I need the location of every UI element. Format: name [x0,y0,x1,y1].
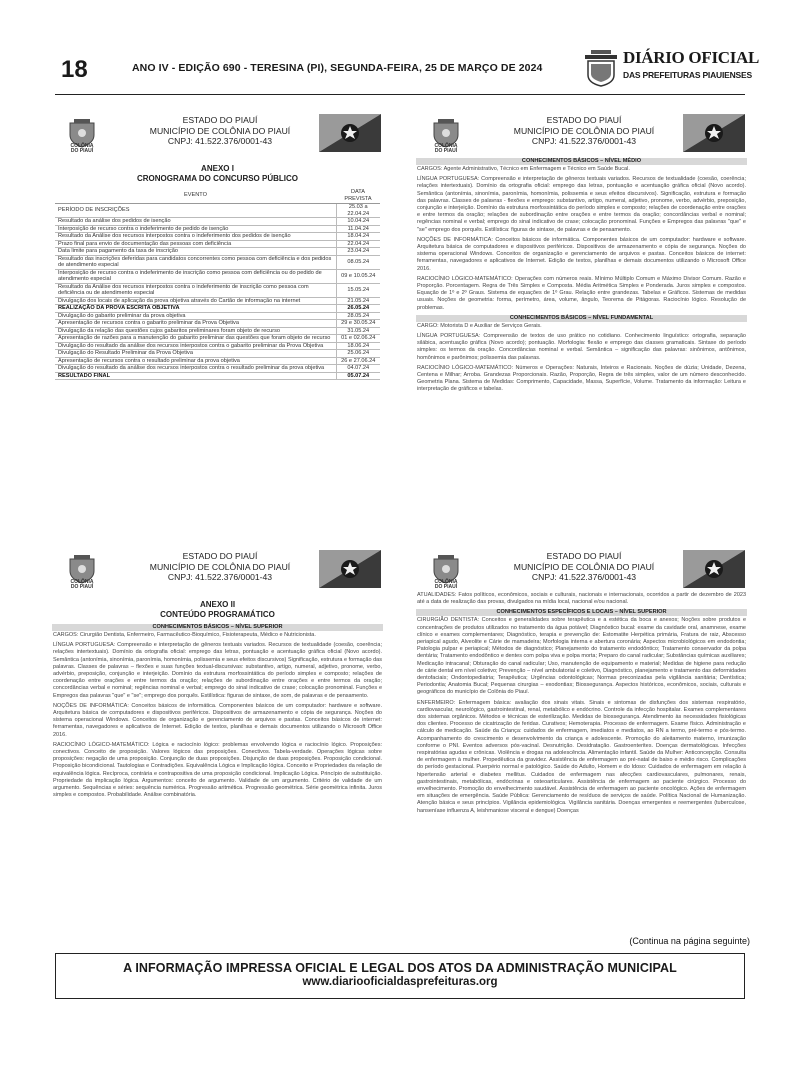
date-cell: 04.07.24 [336,365,380,373]
annex-i-title: ANEXO I [201,164,234,173]
event-cell: Divulgação do resultado da análise dos recursos interpostos contra o gabarito preliminar da Prova Objetiva [55,342,336,350]
crest-label: COLÔNIA DO PIAUÍ [434,143,458,154]
event-cell: Resultado da Análise dos recursos interpostos contra o indeferimento dos pedidos de isenção [55,233,336,241]
event-cell: Resultado da Análise dos recursos interpostos contra o indeferimento de inscrição como pessoa com deficiência ou de atendimento especial [55,283,336,297]
date-cell: 26.05.24 [336,305,380,313]
annex-i-panel [50,112,385,500]
state-flag-icon [683,550,745,588]
table-row [55,240,380,248]
section-heading-especificos: CONHECIMENTOS ESPECÍFICOS E LOCAIS – NÍVEL SUPERIOR [416,609,747,616]
lingua-portuguesa-medio: LÍNGUA PORTUGUESA: Compreensão e interpretação de gêneros textuais variados. Recursos de textualidade (coesão, coerência; relações intertextuais). Domínio da ortografia oficial: emprego das letras, pontuação e acentuação gráfica oficial (Novo acordo). Semântica (antonímia, sinonímia, paronímia, homonímia, polissemia e seus efeitos discursivos). Significação, estrutura e formação das palavras. Classes de palavras - flexões e emprego: substantivo, artigo, numeral, adjetivo, pronome, verbo, advérbio, preposição, conjunção e interjeição. Domínio da estrutura morfossintática do período simples e composto; relações de coordenação entre orações e entre termos da oração; relações de subordinação entre orações e entre termos da oração; concordâncias verbal e nominal; regências nominal e verbal; emprego do sinal indicativo de crase; colocação pronominal. Funções e Empregos das palavras "que" e "se" emprego dos porquês. Estilística: figuras de sintaxe, de palavras e de pensamento. [417,176,746,233]
lingua-portuguesa-fundamental: LÍNGUA PORTUGUESA: Compreensão de textos de uso prático no cotidiano. Conhecimento linguístico: ortografia, separação silábica, acentuação gráfica (Novo acordo); pontuação. Morfologia: flexão e emprego das classes gramaticais. Sintaxe do período simples: os termos da oração. Concordâncias nominal e verbal. Semântica – significação das palavras: sinônimos, antônimos, homônimos e parônimos; polissemia das palavras. [417,333,746,361]
section-heading-superior: CONHECIMENTOS BÁSICOS – NÍVEL SUPERIOR [52,624,383,631]
cargos-medio: CARGOS: Agente Administrativo, Técnico em Enfermagem e Técnico em Saúde Bucal. [417,166,630,172]
table-row [55,372,380,380]
date-column-header: DATA PREVISTA [336,188,380,204]
municipality-title: ESTADO DO PIAUÍ MUNICÍPIO DE COLÔNIA DO PIAUÍ CNPJ: 41.522.376/0001-43 [513,115,655,146]
table-row [55,365,380,373]
page-number: 18 [61,56,88,83]
date-cell: 22.04.24 [336,240,380,248]
crest-label: COLÔNIA DO PIAUÍ [434,579,458,590]
event-cell: Apresentação de recursos contra o gabarito preliminar da Prova Objetiva [55,320,336,328]
event-cell: Divulgação do resultado da análise dos recursos interpostos contra o resultado preliminar da prova objetiva [55,365,336,373]
table-row [55,350,380,358]
date-cell: 21.05.24 [336,297,380,305]
event-cell: PERÍODO DE INSCRIÇÕES [55,204,336,218]
date-cell: 01 e 02.06.24 [336,335,380,343]
table-row [55,225,380,233]
municipality-header [50,112,385,156]
event-column-header: EVENTO [55,188,336,204]
date-cell: 11.04.24 [336,225,380,233]
date-cell: 25.03 a 22.04.24 [336,204,380,218]
event-cell: Resultado da análise dos pedidos de isenção [55,218,336,226]
date-cell: 28.05.24 [336,312,380,320]
event-cell: RESULTADO FINAL [55,372,336,380]
table-row [55,283,380,297]
table-row [55,312,380,320]
medio-fundamental-panel [414,112,749,506]
state-flag-icon [319,114,381,152]
raciocinio-medio: RACIOCÍNIO LÓGICO-MATEMÁTICO: Operações com números reais. Mínimo Múltiplo Comum e Máximo Divisor Comum. Razão e Proporção. Porcentagem. Regra de Três Simples e Composta. Média Aritmética Simples e Ponderada. Juros simples e compostos. Equação de 1º e 2º Graus. Sistema de equações de 1º Grau. Relação entre grandezas. Tabelas e Gráficos. Sistemas de medidas usuais. Noções de geometria: forma, perímetro, área, volume, ângulo, Teorema de Pitágoras. Raciocínio lógico. Resolução de problemas. [417,275,746,311]
event-cell: Apresentação de recursos contra o resultado preliminar da prova objetiva [55,357,336,365]
table-row [55,269,380,283]
date-cell: 31.05.24 [336,327,380,335]
event-cell: Resultado das inscrições deferidas para candidatos concorrentes como pessoa com deficiência e dos pedidos de atendimento especial [55,255,336,269]
date-cell: 25.06.24 [336,350,380,358]
page-footer [55,953,745,999]
event-cell: Divulgação do Resultado Preliminar da Prova Objetiva [55,350,336,358]
date-cell: 29 e 30.05.24 [336,320,380,328]
raciocinio-fundamental: RACIOCÍNIO LÓGICO-MATEMÁTICO: Números e Operações: Naturais, Inteiros e Racionais. Noções de dúzia; Unidade, Dezena, Centena e Milhar; Arroba. Grandezas Proporcionais. Razão, Proporção, Regra de três simples, valor de um número desconhecido. Geometria Plana. Sistema de Medidas: Comprimento, Capacidade, Massa, Superfície, Volume. Tratamento da informação: Leitura e interpretação de gráficos e tabelas. [417,364,746,393]
event-cell: Interposição de recurso contra o indeferimento de inscrição como pessoa com deficiência ou do pedido de atendimento especial [55,269,336,283]
section-heading-medio: CONHECIMENTOS BÁSICOS – NÍVEL MÉDIO [416,158,747,165]
footer-slogan: A INFORMAÇÃO IMPRESSA OFICIAL E LEGAL DOS ATOS DA ADMINISTRAÇÃO MUNICIPAL [123,961,677,975]
table-row [55,204,380,218]
date-cell: 26 e 27.06.24 [336,357,380,365]
table-row [55,297,380,305]
logo-title: DIÁRIO OFICIAL [623,48,760,67]
table-row [55,342,380,350]
date-cell: 08.05.24 [336,255,380,269]
header-rule [55,94,745,95]
diario-oficial-logo [583,48,760,88]
cirurgiao-dentista: CIRURGIÃO DENTISTA: Conceitos e generalidades sobre terapêutica e a estética da boca e anexos; Noções sobre produtos e concentrações de produtos utilizados no tratamento da água potável; Diagnóstico bucal: exame da cavidade oral, anamnese, exame clínico e exames complementares; Diagnóstico, terapia e prevenção de: Estomatite Herpética primária, Fratura de raiz, Abscesso periapical agudo, Alveolite e Cárie de mamadeira; Morfologia interna e abertura coronária; Aspectos microbiológicos em endodontia; Patologia pulpar e periapical; Métodos de diagnóstico; Planejamento do tratamento endodôntico; Tratamento conservador da polpa dentária; Tratamento endodôntico e dentes com polpa viva e polpa morta; Preparo do canal radicular; Substâncias químicas auxiliares; Medicação intracanal; Obturação do canal radicular; Uso, manutenção de equipamento e material; Medidas de higiene para redução de cárie dental em nível coletivo; Prevenção – nível ambulatorial e coletivo, Diagnóstico, planejamento e tratamento das deformidades dentofaciais; Ondontopediatria; Terapêutica; Urgências odontológicas; Normas preconizadas pela vigilância sanitária; Dentística; Periodontia; Anatomia Bucal; Pequenas cirurgias – exodontias; Biossegurança. Aspectos históricos, econômicos, sociais, culturais e geográficos do município de Colônia do Piauí. [417,617,746,696]
table-row [55,327,380,335]
schedule-rows [55,204,380,380]
municipality-header [50,548,385,592]
table-row [55,357,380,365]
event-cell: Data limite para pagamento da taxa de inscrição [55,248,336,256]
annex-i-subtitle: CRONOGRAMA DO CONCURSO PÚBLICO [136,174,299,183]
page-header [55,48,760,92]
lingua-portuguesa-superior: LÍNGUA PORTUGUESA: Compreensão e interpretação de gêneros textuais variados. Recursos de textualidade (coesão, coerência; relações intertextuais). Domínio da ortografia oficial: emprego das letras, pontuação e acentuação gráfica oficial (Novo acordo). Semântica (antonímia, sinonímia, paronímia, homonímia, polissemia e seus efeitos discursivos) Significação, estrutura e formação das palavras. Classes de palavras – flexões e suas funções textual-discursivas: substantivo, artigo, numeral, adjetivo, pronome, verbo, advérbio, preposição, conjunção e interjeição. Domínio da estrutura morfossintática do período simples e composto; relações de coordenação entre orações e entre termos da oração; relações de subordinação entre orações e entre termos da oração; concordâncias verbal e nominal; regências nominal e verbal; emprego do sinal indicativo de crase; colocação pronominal. Funções e Empregos das palavras "que" e "se"; emprego dos porquês. Estilística: figuras de sintaxe, de som, de palavras e de pensamento. [53,642,382,699]
date-cell: 10.04.24 [336,218,380,226]
event-cell: Divulgação dos locais de aplicação da prova objetiva através do Cartão de informação na internet [55,297,336,305]
date-cell: 05.07.24 [336,372,380,380]
municipality-title: ESTADO DO PIAUÍ MUNICÍPIO DE COLÔNIA DO PIAUÍ CNPJ: 41.522.376/0001-43 [513,551,655,582]
table-row [55,233,380,241]
informatica-medio: NOÇÕES DE INFORMÁTICA: Conceitos básicos de informática. Componentes básicos de um computador: hardware e software. Arquitetura básica de computadores e dispositivos periféricos. Dispositivos de armazenamento e cópia de segurança. Noções do sistema operacional Windows. Conceitos de organização e gerenciamento de arquivos e pastas. Conceitos básicos de internet: ferramentas, navegadores e aplicativos de Internet. Edição de textos, planilhas e demais documentos utilizando o Microsoft Office 2016. [417,236,746,272]
event-cell: REALIZAÇÃO DA PROVA ESCRITA OBJETIVA [55,305,336,313]
section-heading-fundamental: CONHECIMENTOS BÁSICOS – NÍVEL FUNDAMENTAL [416,315,747,322]
event-cell: Divulgação do gabarito preliminar da prova objetiva [55,312,336,320]
continued-note: (Continua na página seguinte) [629,936,750,946]
state-flag-icon [683,114,745,152]
edition-line: ANO IV - EDIÇÃO 690 - TERESINA (PI), SEGUNDA-FEIRA, 25 DE MARÇO DE 2024 [132,62,543,74]
municipality-header [414,548,749,592]
table-row [55,335,380,343]
table-row [55,255,380,269]
cargos-fundamental: CARGO: Motorista D e Auxiliar de Serviços Gerais. [417,322,542,329]
annex-ii-panel [50,548,385,918]
cargos-superior: CARGOS: Cirurgião Dentista, Enfermeiro, Farmacêutico-Bioquímico, Fisioterapeuta, Médico e Nutricionista. [53,632,316,638]
date-cell: 23.04.24 [336,248,380,256]
raciocinio-superior: RACIOCÍNIO LÓGICO-MATEMÁTICO: Lógica e raciocínio lógico: problemas envolvendo lógica e raciocínio lógico. Proposições: conectivos. Conceito de proposição. Valores lógicos das proposições. Conectivos. Tabela-verdade. Operações lógicas sobre proposições: negação de uma proposição. Conjunção de duas proposições. Disjunção de duas proposições. Proposição condicional. Proposição bicondicional. Tautologias e Contradições. Equivalência Lógica e Implicação lógica. Conceito e Propriedades da relação de equivalência lógica. Recíproca, contrária e contrapositiva de uma proposição condicional. Implicação Lógica. Princípio de substituição. Propriedade da implicação lógica. Argumentos: conceito de argumento. Validade de um argumento. Critério de validade de um argumento. Sequências e séries: sequência numérica. Progressão aritmética. Progressão geométrica. Série geométrica infinita. Juros simples e compostos. Probabilidade. Análise combinatória. [53,741,382,799]
especificos-panel [414,548,749,920]
informatica-superior: NOÇÕES DE INFORMÁTICA: Conceitos básicos de informática. Componentes básicos de um computador: hardware e software. Arquitetura básica de computadores e dispositivos periféricos. Dispositivos de armazenamento e cópia de segurança. Noções do sistema operacional Windows. Conceitos de organização e gerenciamento de arquivos e pastas. Conceitos básicos de internet: ferramentas, navegadores e aplicativos de Internet. Edição de textos, planilhas e demais documentos utilizando o Microsoft Office 2016. [53,702,382,738]
date-cell: 18.06.24 [336,342,380,350]
table-row [55,305,380,313]
table-row [55,320,380,328]
atualidades: ATUALIDADES: Fatos políticos, econômicos, sociais e culturais, nacionais e internacionais, ocorridos a partir de dezembro de 2023 até a data de realização das provas, divulgados na mídia local, nacional e/ou nacional. [417,592,746,606]
date-cell: 18.04.24 [336,233,380,241]
date-cell: 09 e 10.05.24 [336,269,380,283]
municipality-title: ESTADO DO PIAUÍ MUNICÍPIO DE COLÔNIA DO PIAUÍ CNPJ: 41.522.376/0001-43 [149,551,291,582]
crest-label: COLÔNIA DO PIAUÍ [70,143,94,154]
municipality-header [414,112,749,156]
crest-label: COLÔNIA DO PIAUÍ [70,579,94,590]
state-emblem-icon [583,49,619,87]
table-row [55,248,380,256]
logo-subtitle: DAS PREFEITURAS PIAUIENSES [623,70,752,80]
enfermeiro: ENFERMEIRO: Enfermagem básica: avaliação dos sinais vitais. Sinais e sintomas de disfunções dos sistemas respiratório, cardiovascular, neurológico, gastrointestinal, renal, metabólico e endócrino. Controle da infecção hospitalar. Exames complementares dos sistemas orgânicos. Métodos e técnicas de esterilização. Medidas de biossegurança. Atendimento às necessidades fisiológicas dos clientes. Processo de cicatrização de feridas. Curativos; Hemoterapia. Processo de enfermagem. Exame físico. Administração e cálculo de medicação. Saúde da Criança: cuidados de enfermagem, imediatos e mediatos, ao RN a termo, pré-termo e pós-termo. Acompanhamento do crescimento e desenvolvimento da criança e adolescente. Promoção do aleitamento materno, imunização conforme o PNI. Eventos adversos pós-vacinal. Desnutrição. Desidratação. Gastroenterites. Doenças dermatológicas. Infecções respiratórias agudas e crônicas. Violência e drogas na adolescência. Alimentação infantil. Saúde da Mulher: Anticoncepção. Consulta de enfermagem à mulher. Propedêutica da gravidez. Assistência de enfermagem ao pré-natal de baixo e médio risco. Complicações do período gestacional. Puerpério normal e patológico. Saúde do Adulto, Homem e do Idoso: Cuidados de enfermagem em relação à hipertensão arterial e diabetes mellitus. Cuidados de enfermagem nas afecções cardiovasculares, pulmonares, renais, gastrointestinais, metabólicas, endócrinas e osteoarticulares. Assistência de enfermagem ao paciente cirúrgico. Processo do envelhecimento. Promoção do envelhecimento saudável. Assistência de enfermagem ao paciente oncológico. Ações de enfermagem em situações de emergência. Saúde Pública: Gerenciamento de resíduos de serviços de saúde. Política Nacional de Humanização. Atenção básica e seus princípios. Vigilância epidemiológica. Vigilância sanitária. Doenças emergentes e reemergentes (tuberculose, hanseníase influenza A, leishmaniose visceral e dengue) Doenças [417,699,746,814]
event-cell: Divulgação da relação das questões cujos gabaritos preliminares foram objeto de recurso [55,327,336,335]
state-flag-icon [319,550,381,588]
annex-ii-title: ANEXO II [199,600,236,609]
schedule-table [55,188,380,380]
footer-website-link[interactable]: www.diariooficialdasprefeituras.org [302,976,498,988]
annex-ii-subtitle: CONTEÚDO PROGRAMÁTICO [160,610,275,619]
event-cell: Interposição de recurso contra o indeferimento de pedido de isenção [55,225,336,233]
table-row [55,218,380,226]
event-cell: Apresentação de razões para a manutenção do gabarito preliminar das questões que foram objeto de recurso [55,335,336,343]
date-cell: 15.05.24 [336,283,380,297]
event-cell: Prazo final para envio de documentação das pessoas com deficiência [55,240,336,248]
municipality-title: ESTADO DO PIAUÍ MUNICÍPIO DE COLÔNIA DO PIAUÍ CNPJ: 41.522.376/0001-43 [149,115,291,146]
